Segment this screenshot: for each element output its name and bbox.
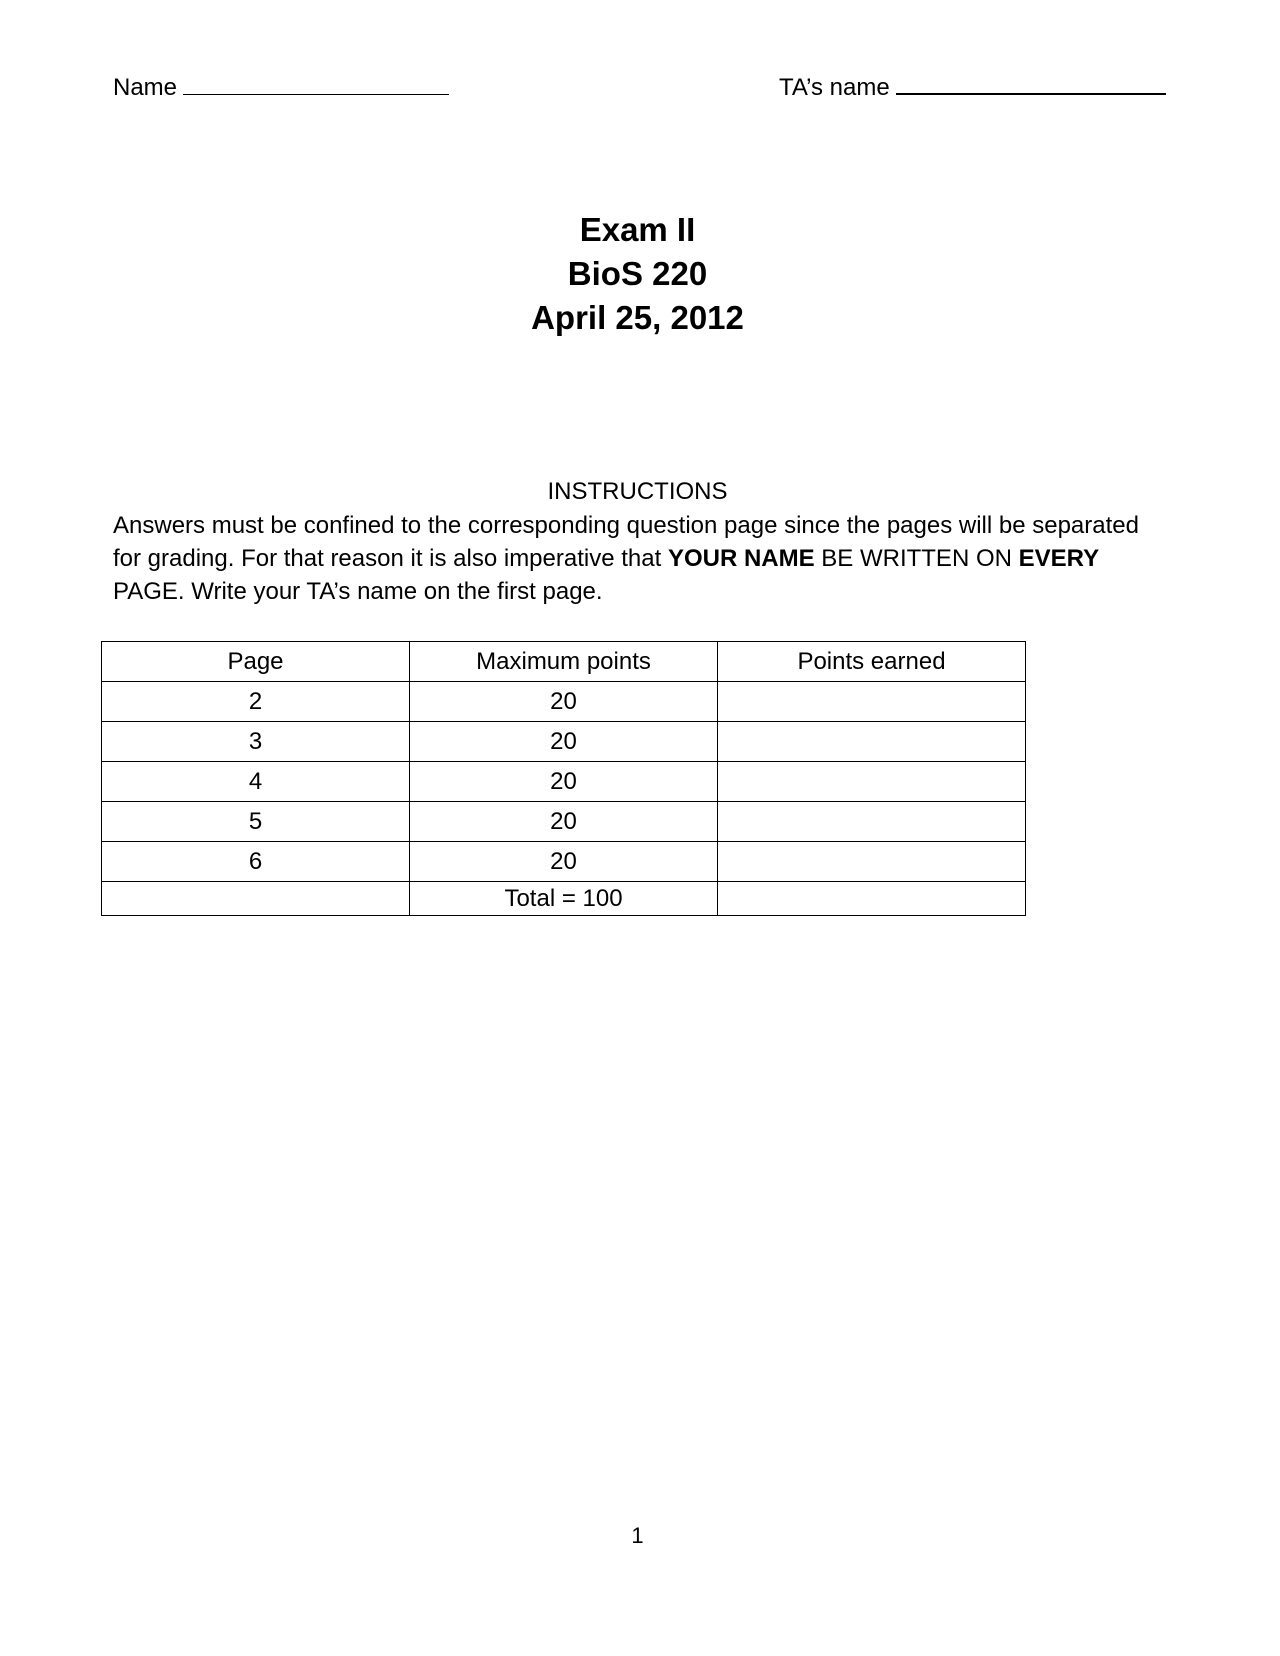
ta-name-field xyxy=(779,74,1166,102)
name-label: Name xyxy=(113,74,178,101)
cell-max-points: 20 xyxy=(410,762,718,802)
table-total-row xyxy=(102,882,1026,916)
cell-page: 2 xyxy=(102,682,410,722)
page-number: 1 xyxy=(631,1523,644,1548)
cell-page: 4 xyxy=(102,762,410,802)
ta-name-blank-line xyxy=(896,75,1166,95)
cell-max-points: 20 xyxy=(410,682,718,722)
table-row xyxy=(102,682,1026,722)
cell-points-earned xyxy=(718,802,1026,842)
instructions-text xyxy=(113,509,1173,608)
cell-points-earned xyxy=(718,842,1026,882)
instructions-part-2: BE WRITTEN ON xyxy=(814,545,1019,572)
cell-points-earned xyxy=(718,762,1026,802)
table-row xyxy=(102,762,1026,802)
instructions-bold-every: EVERY xyxy=(1018,545,1100,572)
ta-name-label: TA’s name xyxy=(779,74,890,101)
cell-page: 3 xyxy=(102,722,410,762)
table-row xyxy=(102,722,1026,762)
cell-max-points: 20 xyxy=(410,842,718,882)
title-date: April 25, 2012 xyxy=(531,299,744,336)
title-exam: Exam II xyxy=(579,211,696,248)
score-table xyxy=(101,641,1026,916)
cell-page: 6 xyxy=(102,842,410,882)
table-row xyxy=(102,802,1026,842)
instructions-part-3: PAGE. Write your TA’s name on the first page. xyxy=(113,578,603,605)
total-cell: Total = 100 xyxy=(410,882,718,916)
total-points-earned-cell xyxy=(718,882,1026,916)
exam-title xyxy=(0,208,1275,340)
table-row xyxy=(102,842,1026,882)
cell-max-points: 20 xyxy=(410,722,718,762)
cell-max-points: 20 xyxy=(410,802,718,842)
title-course: BioS 220 xyxy=(567,255,708,292)
header-max-points: Maximum points xyxy=(410,642,718,682)
cell-page: 5 xyxy=(102,802,410,842)
name-field xyxy=(113,74,449,102)
cell-points-earned xyxy=(718,682,1026,722)
instructions-part-1: Answers must be confined to the corresponding question page since the pages will be separated for grading. For that reason it is also imperative that xyxy=(113,512,1139,572)
table-header-row xyxy=(102,642,1026,682)
header-page: Page xyxy=(102,642,410,682)
header-points-earned: Points earned xyxy=(718,642,1026,682)
cell-points-earned xyxy=(718,722,1026,762)
instructions-heading: INSTRUCTIONS xyxy=(547,478,728,505)
total-empty-cell xyxy=(102,882,410,916)
name-blank-line xyxy=(183,76,449,95)
instructions-bold-your-name: YOUR NAME xyxy=(667,545,815,572)
